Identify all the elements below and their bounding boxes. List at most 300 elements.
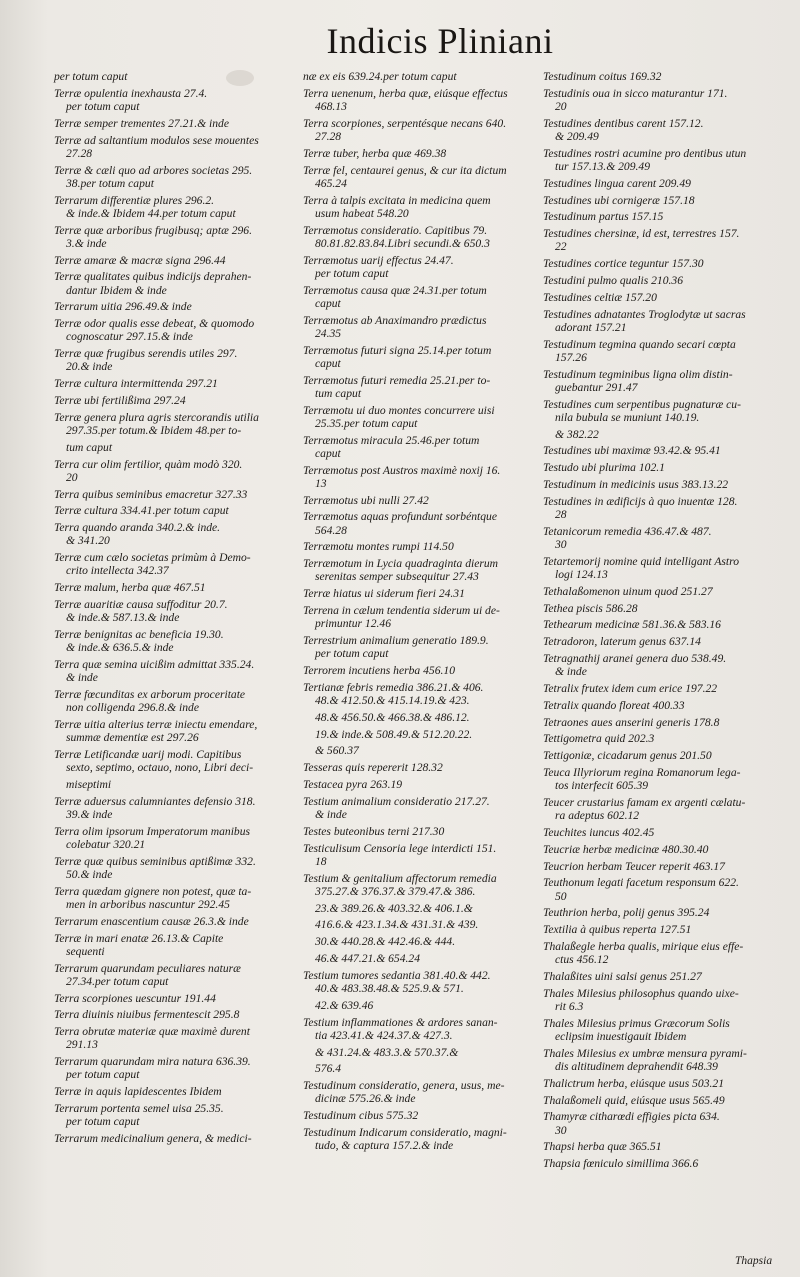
index-entry-text: Tertianæ febris remedia 386.21.& 406. bbox=[303, 680, 484, 694]
index-entry-continuation: 18 bbox=[315, 854, 327, 868]
index-entry bbox=[303, 935, 531, 948]
index-entry bbox=[54, 254, 288, 267]
index-entry bbox=[543, 618, 767, 631]
index-entry-continuation: 291.13 bbox=[66, 1038, 98, 1052]
index-entry bbox=[543, 257, 767, 270]
index-entry bbox=[543, 1157, 767, 1170]
index-column-3 bbox=[543, 70, 767, 1174]
index-entry-text: Tetralix quando floreat 400.33 bbox=[543, 698, 685, 712]
index-entry-text: Terræ quæ arboribus frugibusq; aptæ 296. bbox=[54, 223, 252, 237]
index-entry bbox=[54, 1025, 288, 1051]
index-entry-text: Thalaßites uini salsi genus 251.27 bbox=[543, 969, 702, 983]
index-entry-continuation: per totum caput bbox=[315, 266, 389, 280]
index-entry-continuation: crito intellecta 342.37 bbox=[66, 564, 169, 578]
index-entry-text: Testudo ubi plurima 102.1 bbox=[543, 461, 665, 475]
index-entry-text: Terræ quæ frugibus serendis utiles 297. bbox=[54, 347, 238, 361]
index-entry bbox=[543, 1094, 767, 1107]
index-entry bbox=[303, 872, 531, 898]
index-entry bbox=[543, 766, 767, 792]
index-entry-text: Thales Milesius philosophus quando uixe- bbox=[543, 986, 739, 1000]
index-entry-text: Terræmotus consideratio. Capitibus 79. bbox=[303, 223, 488, 237]
index-column-1 bbox=[54, 70, 288, 1149]
index-entry bbox=[543, 428, 767, 441]
index-entry-continuation: 22 bbox=[555, 240, 567, 254]
index-entry-continuation: cognoscatur 297.15.& inde bbox=[66, 330, 193, 344]
index-entry-text: Testium tumores sedantia 381.40.& 442. bbox=[303, 968, 491, 982]
index-entry bbox=[303, 761, 531, 774]
index-entry bbox=[303, 510, 531, 536]
index-entry-text: Tesseras quis repererit 128.32 bbox=[303, 761, 443, 775]
index-entry bbox=[543, 876, 767, 902]
index-entry bbox=[54, 164, 288, 190]
index-entry-text: Terræmotus causa quæ 24.31.per totum bbox=[303, 283, 487, 297]
index-entry-text: Thalictrum herba, eiúsque usus 503.21 bbox=[543, 1076, 724, 1090]
index-entry-text: Terra quæ semina uicißim admittat 335.24. bbox=[54, 657, 255, 671]
index-entry bbox=[303, 969, 531, 995]
index-entry-text: Testudines ubi maximæ 93.42.& 95.41 bbox=[543, 444, 721, 458]
index-entry bbox=[303, 795, 531, 821]
index-entry-continuation: 20.& inde bbox=[66, 360, 113, 374]
index-entry bbox=[303, 254, 531, 280]
index-entry-continuation: & 341.20 bbox=[66, 534, 110, 548]
index-entry-continuation: per totum caput bbox=[66, 1068, 140, 1082]
index-entry-continuation: caput bbox=[315, 446, 341, 460]
index-entry-text: Terræ & cæli quo ad arbores societas 295. bbox=[54, 163, 253, 177]
index-entry-text: Terræmotus futuri signa 25.14.per totum bbox=[303, 343, 492, 357]
index-entry-text: Teuthrion herba, polij genus 395.24 bbox=[543, 906, 710, 920]
index-entry bbox=[303, 842, 531, 868]
index-entry bbox=[543, 635, 767, 648]
index-entry bbox=[303, 87, 531, 113]
index-entry-text: næ ex eis 639.24.per totum caput bbox=[303, 70, 457, 83]
index-entry-text: Terra quibus seminibus emacretur 327.33 bbox=[54, 487, 248, 501]
index-entry bbox=[54, 658, 288, 684]
index-entry-continuation: 465.24 bbox=[315, 176, 347, 190]
index-entry-text: Terræ fœcunditas ex arborum proceritate bbox=[54, 687, 246, 701]
index-entry bbox=[54, 488, 288, 501]
index-entry-continuation: sequenti bbox=[66, 944, 105, 958]
index-entry-text: Terra obrutæ materiæ quæ maximè durent bbox=[54, 1025, 250, 1039]
index-entry bbox=[54, 718, 288, 744]
index-entry-continuation: guebantur 291.47 bbox=[555, 380, 638, 394]
index-entry bbox=[303, 434, 531, 460]
index-entry-continuation: nila bubula se muniunt 140.19. bbox=[555, 410, 700, 424]
index-entry-text: Teuthonum legati facetum responsum 622. bbox=[543, 876, 739, 890]
index-entry-text: Testacea pyra 263.19 bbox=[303, 777, 403, 791]
index-entry-text: Terra scorpiones, serpentésque necans 640. bbox=[303, 116, 507, 130]
index-entry bbox=[54, 70, 288, 83]
index-entry-continuation: usum habeat 548.20 bbox=[315, 206, 409, 220]
index-entry bbox=[543, 461, 767, 474]
index-entry-text: Testes buteonibus terni 217.30 bbox=[303, 824, 445, 838]
index-entry bbox=[543, 147, 767, 173]
index-entry-continuation: 50 bbox=[555, 889, 567, 903]
index-entry-continuation: non colligenda 296.8.& inde bbox=[66, 701, 199, 715]
index-entry-text: Thales Milesius ex umbræ mensura pyrami- bbox=[543, 1046, 747, 1060]
index-entry bbox=[543, 117, 767, 143]
index-entry-text: Terræ qualitates quibus indicijs deprahen- bbox=[54, 270, 252, 284]
index-entry-continuation: 39.& inde bbox=[66, 807, 113, 821]
index-entry bbox=[303, 1109, 531, 1122]
index-entry-text: Terra scorpiones uescuntur 191.44 bbox=[54, 991, 216, 1005]
index-entry bbox=[303, 604, 531, 630]
index-entry-text: Testiculisum Censoria lege interdicti 151. bbox=[303, 841, 497, 855]
index-entry-continuation: & inde bbox=[315, 807, 347, 821]
index-entry bbox=[543, 555, 767, 581]
index-entry-text: Terræ in mari enatæ 26.13.& Capite bbox=[54, 931, 224, 945]
index-entry bbox=[303, 494, 531, 507]
index-entry bbox=[543, 860, 767, 873]
index-entry bbox=[543, 970, 767, 983]
index-entry bbox=[543, 906, 767, 919]
index-entry-text: Terra diuinis niuibus fermentescit 295.8 bbox=[54, 1008, 240, 1022]
index-entry bbox=[543, 987, 767, 1013]
index-entry-text: Terræ ad saltantium modulos sese mouentes bbox=[54, 133, 259, 147]
index-entry bbox=[543, 338, 767, 364]
index-entry-text: Terrarum portenta semel uisa 25.35. bbox=[54, 1101, 224, 1115]
index-entry-continuation: tum caput bbox=[66, 440, 113, 454]
index-entry bbox=[54, 317, 288, 343]
index-entry bbox=[54, 598, 288, 624]
index-entry bbox=[543, 478, 767, 491]
index-entry-text: Tetartemorij nomine quid intelligant Astro bbox=[543, 554, 740, 568]
index-entry-text: Testudini pulmo qualis 210.36 bbox=[543, 273, 684, 287]
index-entry bbox=[54, 347, 288, 373]
index-entry-continuation: & 560.37 bbox=[315, 744, 359, 758]
index-entry bbox=[543, 699, 767, 712]
index-entry-text: Testudinum tegminibus ligna olim distin- bbox=[543, 367, 733, 381]
index-entry-continuation: primuntur 12.46 bbox=[315, 617, 392, 631]
index-entry-continuation: miseptimi bbox=[66, 777, 112, 791]
index-entry-text: Terræ cultura 334.41.per totum caput bbox=[54, 504, 229, 518]
index-entry-text: Terræ odor qualis esse debeat, & quomodo bbox=[54, 317, 255, 331]
index-entry-text: Thales Milesius primus Græcorum Solis bbox=[543, 1016, 730, 1030]
index-entry bbox=[303, 374, 531, 400]
index-entry-text: Testudinum coitus 169.32 bbox=[543, 70, 662, 83]
index-entry-continuation: ctus 456.12 bbox=[555, 953, 609, 967]
index-entry bbox=[543, 210, 767, 223]
index-entry bbox=[303, 587, 531, 600]
index-entry-text: Terræ opulentia inexhausta 27.4. bbox=[54, 86, 208, 100]
index-entry-continuation: & 431.24.& 483.3.& 570.37.& bbox=[315, 1045, 459, 1059]
index-entry-continuation: 468.13 bbox=[315, 100, 347, 113]
index-entry-continuation: 50.& inde bbox=[66, 867, 113, 881]
index-entry-text: Tetradoron, laterum genus 637.14 bbox=[543, 635, 701, 649]
index-entry-continuation: & 209.49 bbox=[555, 130, 599, 143]
index-entry-text: Testudines rostri acumine pro dentibus utun bbox=[543, 146, 747, 160]
index-entry-continuation: 28 bbox=[555, 507, 567, 521]
index-entry-continuation: 24.35 bbox=[315, 326, 342, 340]
index-entry-text: Terrarum enascentium causæ 26.3.& inde bbox=[54, 914, 249, 928]
index-entry-continuation: colebatur 320.21 bbox=[66, 837, 146, 851]
index-entry-text: Terra quædam gignere non potest, quæ ta- bbox=[54, 884, 252, 898]
index-entry-text: Testudines dentibus carent 157.12. bbox=[543, 116, 704, 130]
index-entry-text: Terræ Letificandæ uarij modi. Capitibus bbox=[54, 747, 242, 761]
index-entry bbox=[303, 344, 531, 370]
index-entry-text: Tethearum medicinæ 581.36.& 583.16 bbox=[543, 618, 721, 632]
index-entry-text: Testudines cum serpentibus pugnaturæ cu- bbox=[543, 397, 741, 411]
index-entry-text: Tettigometra quid 202.3 bbox=[543, 732, 655, 746]
index-entry bbox=[54, 688, 288, 714]
index-entry bbox=[543, 940, 767, 966]
index-entry-text: Testudinum cibus 575.32 bbox=[303, 1109, 419, 1123]
index-entry-continuation: 3.& inde bbox=[66, 236, 107, 250]
index-entry-continuation: serenitas semper subsequitur 27.43 bbox=[315, 570, 479, 584]
index-entry bbox=[303, 147, 531, 160]
index-entry-continuation: 80.81.82.83.84.Libri secundi.& 650.3 bbox=[315, 236, 490, 250]
index-entry-continuation: 27.28 bbox=[66, 146, 93, 160]
index-entry-text: Testudines celtiæ 157.20 bbox=[543, 290, 657, 304]
index-entry-continuation: & inde.& 587.13.& inde bbox=[66, 611, 180, 625]
index-entry bbox=[54, 885, 288, 911]
index-entry bbox=[543, 1140, 767, 1153]
index-entry bbox=[54, 1085, 288, 1098]
index-entry-text: Thapsia fœniculo simillima 366.6 bbox=[543, 1157, 699, 1171]
index-entry bbox=[54, 270, 288, 296]
index-entry bbox=[543, 194, 767, 207]
index-entry-text: Terrarum quarundam peculiares naturæ bbox=[54, 961, 241, 975]
index-entry-text: Testudinum in medicinis usus 383.13.22 bbox=[543, 477, 729, 491]
index-entry bbox=[54, 778, 288, 791]
index-entry bbox=[54, 551, 288, 577]
index-entry bbox=[543, 274, 767, 287]
index-entry bbox=[303, 464, 531, 490]
index-entry bbox=[543, 1047, 767, 1073]
index-entry-continuation: tum caput bbox=[315, 386, 362, 400]
index-entry-text: Terræmotus miracula 25.46.per totum bbox=[303, 433, 480, 447]
index-entry-text: Terræmotus post Austros maximè noxij 16. bbox=[303, 463, 501, 477]
index-entry-continuation: 20 bbox=[555, 100, 567, 113]
index-entry-continuation: 38.per totum caput bbox=[66, 176, 154, 190]
index-entry-text: Terrarum differentiæ plures 296.2. bbox=[54, 193, 215, 207]
index-entry-continuation: 27.28 bbox=[315, 130, 342, 143]
index-entry bbox=[54, 87, 288, 113]
index-entry-continuation: logi 124.13 bbox=[555, 567, 608, 581]
index-entry bbox=[54, 377, 288, 390]
index-entry-continuation: per totum caput bbox=[315, 647, 389, 661]
index-entry bbox=[303, 1016, 531, 1042]
index-entry bbox=[54, 300, 288, 313]
index-entry-text: Terræ cum cælo societas primùm à Demo- bbox=[54, 551, 251, 565]
index-entry-text: Tetragnathij aranei genera duo 538.49. bbox=[543, 651, 727, 665]
index-entry-text: Terrarum medicinalium genera, & medici- bbox=[54, 1131, 252, 1145]
index-entry bbox=[543, 602, 767, 615]
index-entry-text: Tetanicorum remedia 436.47.& 487. bbox=[543, 524, 712, 538]
index-entry-text: Testudinum partus 157.15 bbox=[543, 210, 664, 224]
catchword: Thapsia bbox=[735, 1255, 773, 1267]
index-entry-text: Terræ benignitas ac beneficia 19.30. bbox=[54, 627, 224, 641]
index-entry-continuation: & inde bbox=[555, 665, 587, 679]
index-entry-continuation: tia 423.41.& 424.37.& 427.3. bbox=[315, 1028, 453, 1042]
index-entry bbox=[303, 404, 531, 430]
index-entry-text: Testudines adnatantes Troglodytæ ut sacras bbox=[543, 307, 746, 321]
index-entry bbox=[303, 778, 531, 791]
index-entry bbox=[543, 495, 767, 521]
index-entry-continuation: men in arboribus nascuntur 292.45 bbox=[66, 897, 230, 911]
index-entry bbox=[54, 458, 288, 484]
index-entry-continuation: 48.& 456.50.& 466.38.& 486.12. bbox=[315, 710, 470, 724]
index-entry-text: Terræ ubi fertilißima 297.24 bbox=[54, 393, 186, 407]
index-entry bbox=[303, 999, 531, 1012]
index-entry bbox=[543, 1017, 767, 1043]
index-entry-continuation: summæ dementiæ est 297.26 bbox=[66, 731, 199, 745]
index-entry bbox=[543, 652, 767, 678]
index-entry-text: Terræ cultura intermittenda 297.21 bbox=[54, 377, 218, 391]
index-entry bbox=[303, 540, 531, 553]
index-entry bbox=[543, 291, 767, 304]
index-entry bbox=[543, 444, 767, 457]
index-entry bbox=[54, 748, 288, 774]
index-entry bbox=[543, 923, 767, 936]
index-entry-continuation: 30 bbox=[555, 537, 567, 551]
index-entry bbox=[303, 825, 531, 838]
index-entry bbox=[543, 682, 767, 695]
index-entry bbox=[54, 1055, 288, 1081]
index-entry bbox=[303, 557, 531, 583]
index-entry bbox=[303, 918, 531, 931]
index-entry-continuation: 20 bbox=[66, 470, 78, 484]
index-entry-text: Testium & genitalium affectorum remedia bbox=[303, 871, 497, 885]
index-entry bbox=[54, 1132, 288, 1145]
index-entry bbox=[543, 843, 767, 856]
index-entry-continuation: & 382.22 bbox=[555, 427, 599, 441]
index-entry-text: Tethea piscis 586.28 bbox=[543, 601, 638, 615]
index-entry-text: Tetraones aues anserini generis 178.8 bbox=[543, 715, 720, 729]
index-entry-text: Terræmotus futuri remedia 25.21.per to- bbox=[303, 373, 491, 387]
index-entry bbox=[54, 134, 288, 160]
index-entry-continuation: caput bbox=[315, 356, 341, 370]
index-entry-continuation: tur 157.13.& 209.49 bbox=[555, 160, 651, 173]
index-entry bbox=[543, 796, 767, 822]
index-entry-continuation: 48.& 412.50.& 415.14.19.& 423. bbox=[315, 693, 470, 707]
index-entry bbox=[54, 962, 288, 988]
index-entry bbox=[303, 1126, 531, 1152]
index-entry bbox=[54, 581, 288, 594]
index-entry-continuation: & inde.& Ibidem 44.per totum caput bbox=[66, 206, 236, 220]
index-entry-continuation: & inde bbox=[66, 671, 98, 685]
index-entry-text: Tetralix frutex idem cum erice 197.22 bbox=[543, 681, 718, 695]
index-entry-continuation: 40.& 483.38.48.& 525.9.& 571. bbox=[315, 981, 464, 995]
index-entry-text: Terræmotus ab Anaximandro prædictus bbox=[303, 313, 487, 327]
index-entry-text: Testudinum Indicarum consideratio, magni- bbox=[303, 1125, 507, 1139]
index-entry-text: Terrarum quarundam mira natura 636.39. bbox=[54, 1055, 251, 1069]
index-entry-text: Textilia à quibus reperta 127.51 bbox=[543, 923, 692, 937]
index-entry-text: Terræ amaræ & macræ signa 296.44 bbox=[54, 253, 226, 267]
index-entry-continuation: per totum caput bbox=[66, 100, 140, 113]
index-entry bbox=[543, 398, 767, 424]
index-entry bbox=[54, 194, 288, 220]
index-entry-text: Terrarum uitia 296.49.& inde bbox=[54, 300, 192, 314]
index-entry bbox=[54, 855, 288, 881]
index-entry bbox=[54, 394, 288, 407]
index-entry bbox=[303, 744, 531, 757]
index-entry bbox=[543, 227, 767, 253]
index-entry-text: Teuchites iuncus 402.45 bbox=[543, 825, 655, 839]
index-entry bbox=[303, 902, 531, 915]
index-entry bbox=[54, 117, 288, 130]
index-entry bbox=[54, 1008, 288, 1021]
index-entry-text: Terra uenenum, herba quæ, eiúsque effectus bbox=[303, 86, 508, 100]
index-entry-text: Thalaßomeli quid, eiúsque usus 565.49 bbox=[543, 1093, 725, 1107]
index-entry bbox=[543, 368, 767, 394]
index-entry bbox=[303, 728, 531, 741]
index-entry-text: Thapsi herba quæ 365.51 bbox=[543, 1140, 662, 1154]
index-entry-text: Terra quando aranda 340.2.& inde. bbox=[54, 521, 221, 535]
index-entry bbox=[303, 952, 531, 965]
index-entry-text: Terræ uitia alterius terræ iniectu emendare, bbox=[54, 717, 258, 731]
index-entry-continuation: dicinæ 575.26.& inde bbox=[315, 1092, 416, 1106]
index-entry-text: Terræmotum in Lycia quadraginta dierum bbox=[303, 557, 499, 571]
index-entry bbox=[303, 224, 531, 250]
index-entry-text: Testudines chersinæ, id est, terrestres 157. bbox=[543, 227, 740, 241]
index-entry-text: Terræ semper trementes 27.21.& inde bbox=[54, 116, 229, 130]
index-entry bbox=[54, 441, 288, 454]
page-title: Indicis Pliniani bbox=[326, 21, 554, 61]
index-entry-text: Terræmotus uarij effectus 24.47. bbox=[303, 253, 454, 267]
index-entry-continuation: 297.35.per totum.& Ibidem 48.per to- bbox=[66, 423, 242, 437]
index-entry bbox=[543, 1077, 767, 1090]
index-entry-continuation: 42.& 639.46 bbox=[315, 998, 374, 1012]
index-entry bbox=[303, 1046, 531, 1059]
index-entry-text: Teucrion herbam Teucer reperit 463.17 bbox=[543, 859, 725, 873]
index-entry-continuation: adorant 157.21 bbox=[555, 320, 627, 334]
index-entry-continuation: 576.4 bbox=[315, 1062, 342, 1076]
index-entry-continuation: rit 6.3 bbox=[555, 999, 584, 1013]
index-entry-continuation: 19.& inde.& 508.49.& 512.20.22. bbox=[315, 727, 473, 741]
index-entry-continuation: eclipsim inuestigauit Ibidem bbox=[555, 1029, 687, 1043]
index-entry-continuation: caput bbox=[315, 296, 341, 310]
index-entry-continuation: 30.& 440.28.& 442.46.& 444. bbox=[315, 935, 456, 949]
index-entry-continuation: sexto, septimo, octauo, nono, Libri deci- bbox=[66, 761, 254, 775]
index-entry-text: Thalaßegle herba qualis, mirique eius effe- bbox=[543, 939, 744, 953]
index-entry-text: Terræ fel, centaurei genus, & cur ita dictum bbox=[303, 163, 507, 177]
index-entry bbox=[54, 224, 288, 250]
index-entry bbox=[303, 117, 531, 143]
index-entry-text: Terræ tuber, herba quæ 469.38 bbox=[303, 146, 447, 160]
index-entry bbox=[543, 826, 767, 839]
index-entry bbox=[54, 992, 288, 1005]
index-entry-text: Terrestrium animalium generatio 189.9. bbox=[303, 633, 489, 647]
index-entry-text: Teucer crustarius famam ex argenti cælatu- bbox=[543, 795, 746, 809]
index-entry-text: Terrorem incutiens herba 456.10 bbox=[303, 663, 456, 677]
index-entry-text: Terræmotus ubi nulli 27.42 bbox=[303, 493, 429, 507]
index-entry-continuation: per totum caput bbox=[66, 1115, 140, 1129]
index-entry-text: Terræ quæ quibus seminibus aptißimæ 332. bbox=[54, 854, 256, 868]
index-entry-text: Testudinum tegmina quando secari cœpta bbox=[543, 337, 736, 351]
index-entry bbox=[54, 1102, 288, 1128]
index-entry-continuation: 25.35.per totum caput bbox=[315, 416, 418, 430]
index-entry-text: Terra à talpis excitata in medicina quem bbox=[303, 193, 491, 207]
index-entry bbox=[543, 308, 767, 334]
index-entry-text: Terræ hiatus ui siderum fieri 24.31 bbox=[303, 587, 465, 601]
index-entry-text: Testium animalium consideratio 217.27. bbox=[303, 794, 490, 808]
index-entry-text: Testudinum consideratio, genera, usus, me- bbox=[303, 1079, 505, 1093]
index-entry bbox=[54, 795, 288, 821]
index-entry-text: Terræmotus aquas profundunt sorbéntque bbox=[303, 510, 498, 524]
index-entry-continuation: 157.26 bbox=[555, 350, 587, 364]
index-entry-continuation: tudo, & captura 157.2.& inde bbox=[315, 1139, 454, 1153]
index-entry-text: Testudines in ædificijs à quo inuentæ 128. bbox=[543, 494, 738, 508]
index-entry-continuation: 27.34.per totum caput bbox=[66, 974, 169, 988]
index-entry-continuation: dis altitudinem deprahendit 648.39 bbox=[555, 1059, 718, 1073]
index-entry bbox=[543, 585, 767, 598]
index-entry-continuation: 416.6.& 423.1.34.& 431.31.& 439. bbox=[315, 918, 479, 932]
index-entry bbox=[303, 314, 531, 340]
index-entry-text: Testudinis oua in sicco maturantur 171. bbox=[543, 86, 728, 100]
index-entry bbox=[54, 521, 288, 547]
index-entry bbox=[543, 749, 767, 762]
index-entry-text: Terræ malum, herba quæ 467.51 bbox=[54, 581, 206, 595]
